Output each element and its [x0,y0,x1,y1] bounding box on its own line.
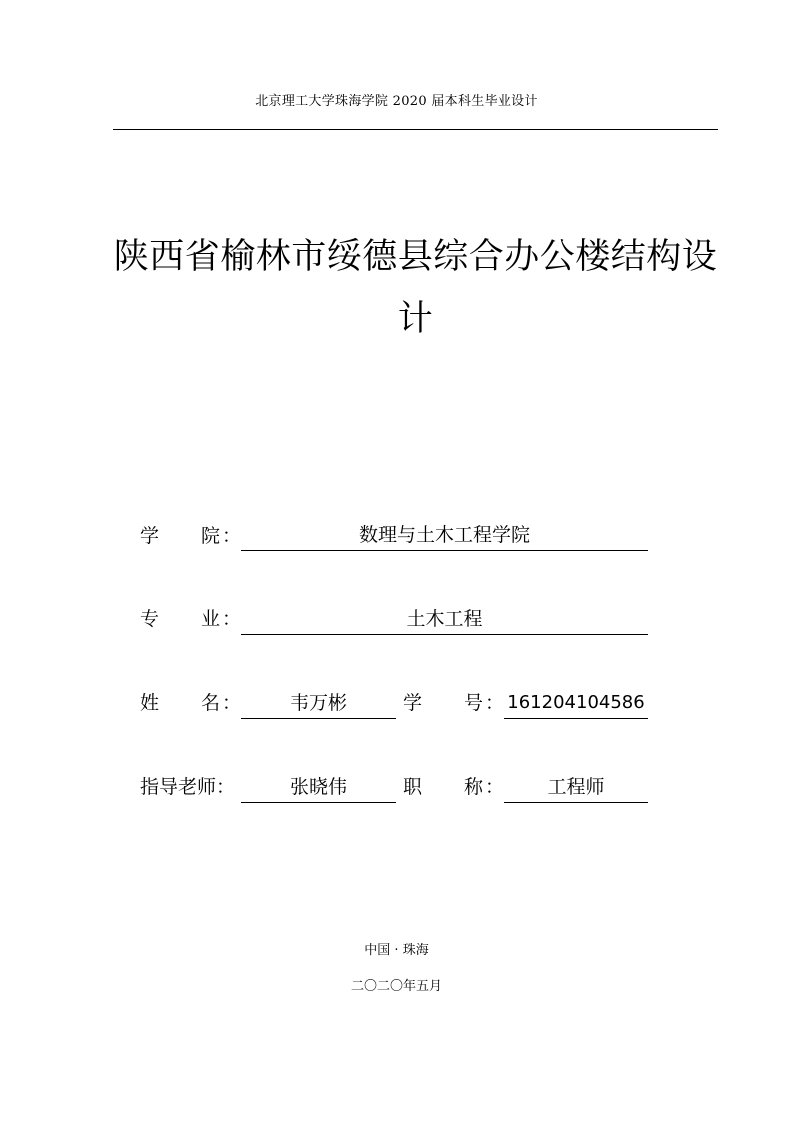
college-label-char-1: 学 [140,525,160,547]
name-field: 韦万彬 [241,691,396,719]
name-label-colon: ： [222,692,242,714]
title-rank-label-char-1: 职 [403,776,423,798]
major-label-colon: ： [222,608,242,630]
major-label-char-2: 业 [201,608,221,630]
advisor-field: 张晓伟 [241,775,396,803]
advisor-label: 指导老师： [140,776,236,798]
student-id-label-colon: ： [485,692,505,714]
footer-location: 中国 · 珠海 [364,943,429,958]
title-rank-field: 工程师 [504,775,648,803]
title-rank-label-char-2: 称 [464,776,484,798]
name-label [140,691,240,715]
name-label-char-2: 名 [201,692,221,714]
major-field: 土木工程 [241,607,648,635]
header-divider [113,129,718,130]
footer-date: 二〇二〇年五月 [350,979,442,994]
student-id-field: 161204104586 [504,691,648,719]
title-rank-label-colon: ： [485,776,505,798]
running-header: 北京理工大学珠海学院 2020 届本科生毕业设计 [255,94,538,109]
college-label-char-2: 院 [201,525,221,547]
major-label [140,607,240,631]
title-rank-label [403,775,503,799]
thesis-title: 陕西省榆林市绥德县综合办公楼结构设计 [113,237,718,339]
college-label-colon: ： [222,525,242,547]
college-label [140,524,240,548]
student-id-label [403,691,503,715]
student-id-label-char-2: 号 [464,692,484,714]
major-label-char-1: 专 [140,608,160,630]
student-id-label-char-1: 学 [403,692,423,714]
college-field: 数理与土木工程学院 [241,523,648,551]
name-label-char-1: 姓 [140,692,160,714]
